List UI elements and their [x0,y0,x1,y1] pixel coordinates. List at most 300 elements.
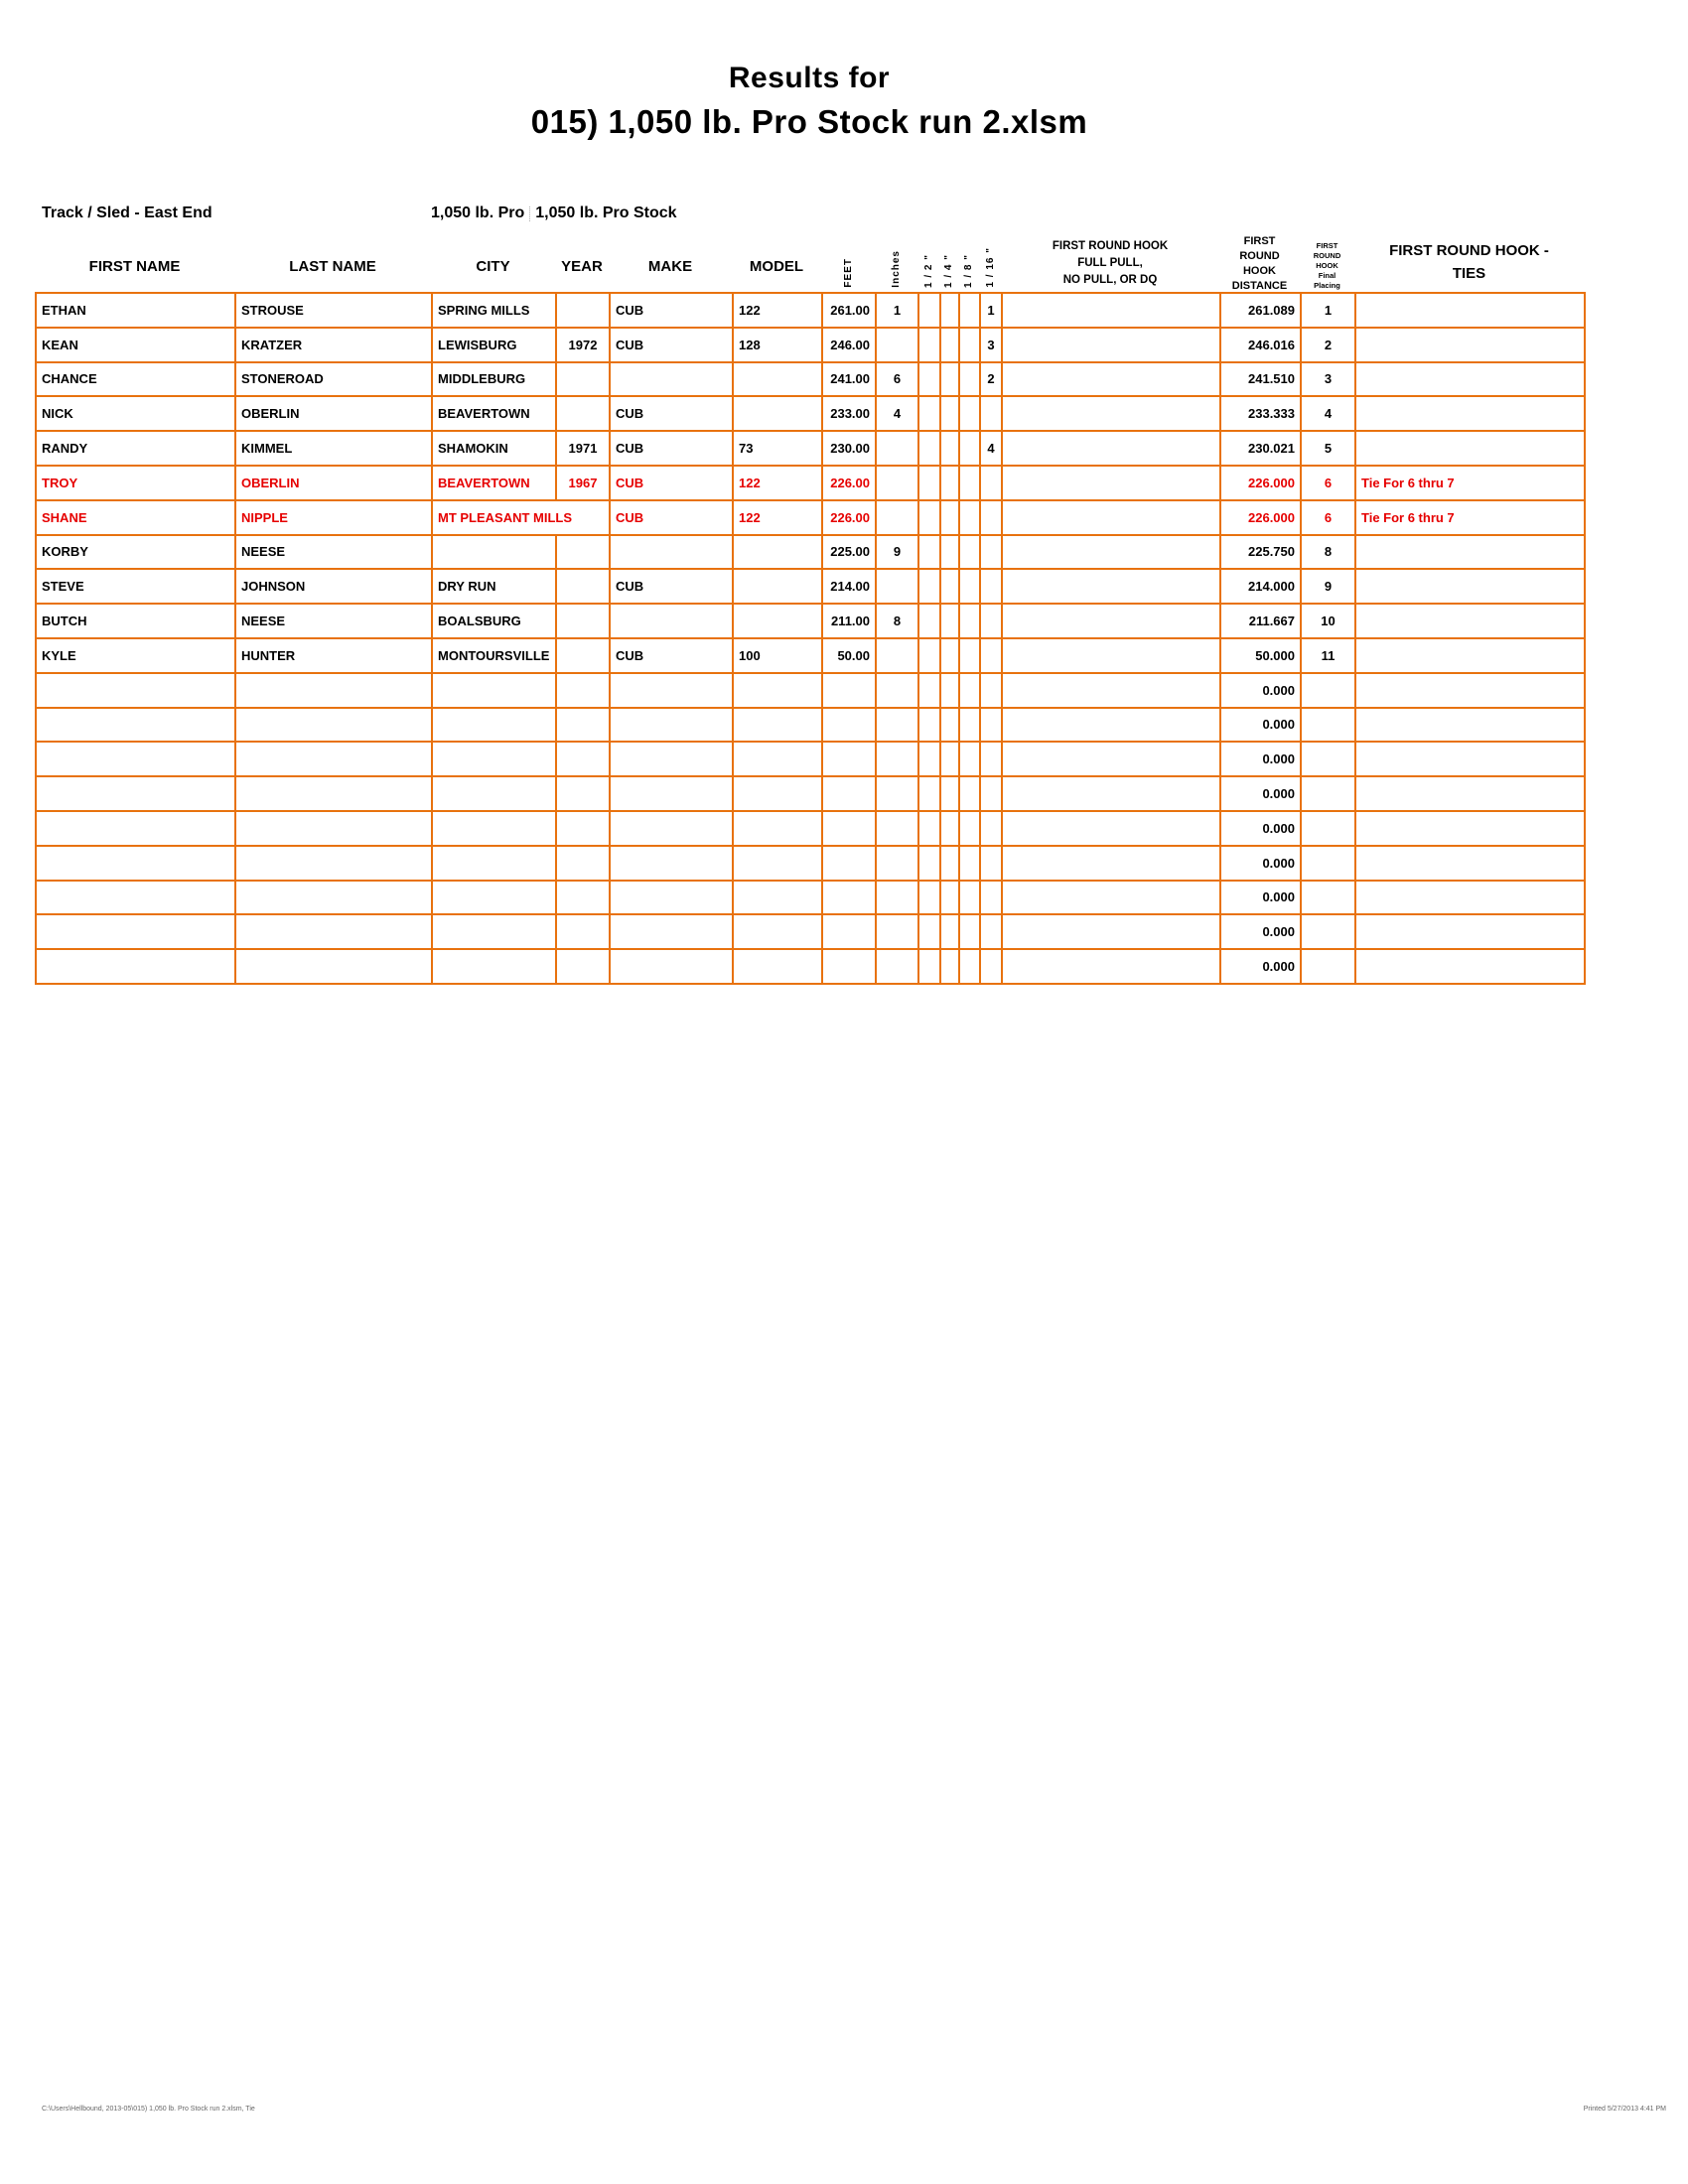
cell-first-round-hook-distance: 0.000 [1220,881,1301,915]
cell-inches [876,776,918,811]
class-label-left: 1,050 lb. Pro [431,205,525,221]
cell-feet: 214.00 [822,569,876,604]
cell-first-round-hook-placing: 5 [1301,431,1355,466]
cell-year [556,846,610,881]
header-first-round-hook-distance [1219,222,1300,292]
cell-model [733,362,822,397]
cell-first-round-hook-placing: 1 [1301,293,1355,328]
cell-city: SHAMOKIN [432,431,556,466]
cell-make [610,535,733,570]
cell-first-round-hook-ties [1355,604,1585,638]
cell-city [432,811,556,846]
table-row [36,500,1585,535]
cell-quarter-inch [940,776,959,811]
cell-first-round-hook-ties [1355,742,1585,776]
cell-city: BEAVERTOWN [432,466,556,500]
cell-first-round-hook-placing [1301,811,1355,846]
cell-inches [876,811,918,846]
cell-inches [876,328,918,362]
cell-city: BOALSBURG [432,604,556,638]
header-half-inch [917,222,939,292]
cell-first-name: KYLE [36,638,235,673]
class-label [431,205,677,222]
cell-inches [876,742,918,776]
cell-half-inch [918,500,940,535]
cell-year [556,396,610,431]
header-first-round-hook-ties [1354,222,1584,292]
cell-year [556,673,610,708]
cell-year [556,569,610,604]
cell-last-name: JOHNSON [235,569,432,604]
cell-last-name: KIMMEL [235,431,432,466]
cell-last-name [235,846,432,881]
cell-inches [876,673,918,708]
cell-first-round-hook-placing [1301,914,1355,949]
cell-feet: 226.00 [822,466,876,500]
table-row [36,949,1585,984]
cell-first-round-hook-ties [1355,776,1585,811]
cell-half-inch [918,293,940,328]
cell-first-round-hook-result [1002,776,1220,811]
cell-half-inch [918,328,940,362]
cell-first-round-hook-distance: 230.021 [1220,431,1301,466]
cell-make [610,846,733,881]
cell-inches: 4 [876,396,918,431]
cell-make [610,914,733,949]
cell-first-round-hook-distance: 0.000 [1220,673,1301,708]
cell-city [432,673,556,708]
table-row [36,362,1585,397]
cell-year [556,949,610,984]
cell-first-round-hook-distance: 225.750 [1220,535,1301,570]
cell-city [432,742,556,776]
cell-first-round-hook-distance: 0.000 [1220,742,1301,776]
header-label-feet: FEET [842,258,854,288]
cell-inches [876,708,918,743]
cell-eighth-inch [959,742,980,776]
cell-model: 128 [733,328,822,362]
header-label-city: CITY [476,258,510,275]
cell-first-round-hook-result [1002,914,1220,949]
cell-city [432,914,556,949]
cell-year [556,293,610,328]
cell-first-round-hook-ties [1355,431,1585,466]
cell-first-round-hook-placing: 11 [1301,638,1355,673]
cell-first-round-hook-placing [1301,949,1355,984]
header-city [431,222,555,292]
cell-city: MT PLEASANT MILLS [432,500,610,535]
cell-make: CUB [610,569,733,604]
cell-inches [876,881,918,915]
cell-half-inch [918,604,940,638]
cell-quarter-inch [940,673,959,708]
cell-quarter-inch [940,328,959,362]
table-row [36,881,1585,915]
cell-city [432,535,556,570]
cell-eighth-inch [959,776,980,811]
cell-last-name: OBERLIN [235,396,432,431]
cell-feet [822,846,876,881]
cell-make: CUB [610,638,733,673]
cell-inches: 9 [876,535,918,570]
cell-model: 73 [733,431,822,466]
cell-half-inch [918,949,940,984]
cell-eighth-inch [959,293,980,328]
cell-first-name: ETHAN [36,293,235,328]
table-row [36,396,1585,431]
cell-city: LEWISBURG [432,328,556,362]
header-first-round-hook-placing [1300,222,1354,292]
cell-quarter-inch [940,914,959,949]
cell-make [610,708,733,743]
header-label-sixteenth-inch: 1 / 16 " [984,247,996,288]
cell-sixteenth-inch [980,569,1002,604]
cell-city: BEAVERTOWN [432,396,556,431]
cell-sixteenth-inch [980,673,1002,708]
cell-last-name: NEESE [235,535,432,570]
cell-first-name [36,673,235,708]
cell-half-inch [918,431,940,466]
cell-inches [876,949,918,984]
cell-eighth-inch [959,362,980,397]
cell-city: MIDDLEBURG [432,362,556,397]
header-last-name [234,222,431,292]
cell-model: 122 [733,500,822,535]
cell-first-round-hook-ties [1355,949,1585,984]
cell-quarter-inch [940,949,959,984]
cell-first-round-hook-ties [1355,569,1585,604]
track-sled-label: Track / Sled - East End [42,205,212,221]
cell-first-name: TROY [36,466,235,500]
cell-model [733,881,822,915]
cell-inches: 8 [876,604,918,638]
table-row [36,742,1585,776]
cell-city [432,846,556,881]
cell-sixteenth-inch [980,776,1002,811]
cell-first-name: RANDY [36,431,235,466]
cell-model [733,742,822,776]
header-label-first-name: FIRST NAME [88,258,181,275]
cell-eighth-inch [959,638,980,673]
cell-half-inch [918,811,940,846]
cell-first-round-hook-placing: 6 [1301,466,1355,500]
cell-make [610,742,733,776]
table-header-row [35,222,1584,292]
cell-last-name: OBERLIN [235,466,432,500]
cell-feet: 230.00 [822,431,876,466]
cell-first-round-hook-placing: 4 [1301,396,1355,431]
cell-first-round-hook-result [1002,362,1220,397]
cell-eighth-inch [959,846,980,881]
cell-eighth-inch [959,328,980,362]
header-label-model: MODEL [749,258,804,275]
header-label-make: MAKE [647,258,693,275]
cell-model [733,949,822,984]
cell-first-round-hook-ties: Tie For 6 thru 7 [1355,500,1585,535]
header-label-first-round-hook-placing: FIRST ROUND HOOK Final Placing [1313,241,1341,290]
cell-sixteenth-inch [980,396,1002,431]
cell-sixteenth-inch [980,846,1002,881]
cell-first-round-hook-ties [1355,638,1585,673]
footer-file-path: C:\Users\Hellbound, 2013-05\015) 1,050 lb. Pro Stock run 2.xlsm, Tie [42,2106,255,2113]
cell-first-name: SHANE [36,500,235,535]
cell-first-round-hook-result [1002,500,1220,535]
cell-first-round-hook-distance: 214.000 [1220,569,1301,604]
cell-first-round-hook-distance: 211.667 [1220,604,1301,638]
cell-model [733,846,822,881]
cell-city: MONTOURSVILLE [432,638,556,673]
cell-city [432,708,556,743]
cell-model [733,535,822,570]
header-eighth-inch [958,222,979,292]
header-label-quarter-inch: 1 / 4 " [943,254,954,288]
cell-inches: 6 [876,362,918,397]
footer-printed-info: Printed 5/27/2013 4:41 PM [1583,2106,1666,2113]
table-row [36,673,1585,708]
cell-first-round-hook-distance: 0.000 [1220,811,1301,846]
cell-model: 100 [733,638,822,673]
cell-sixteenth-inch: 1 [980,293,1002,328]
cell-first-round-hook-ties [1355,881,1585,915]
cell-eighth-inch [959,535,980,570]
cell-quarter-inch [940,569,959,604]
cell-first-round-hook-placing: 9 [1301,569,1355,604]
header-label-inches: Inches [891,250,902,288]
cell-feet [822,811,876,846]
cell-half-inch [918,362,940,397]
cell-quarter-inch [940,604,959,638]
cell-last-name [235,811,432,846]
cell-sixteenth-inch [980,466,1002,500]
cell-first-name [36,776,235,811]
cell-sixteenth-inch [980,604,1002,638]
cell-first-name [36,846,235,881]
cell-first-round-hook-placing: 2 [1301,328,1355,362]
cell-year [556,742,610,776]
cell-make: CUB [610,293,733,328]
cell-feet [822,673,876,708]
cell-first-round-hook-result [1002,293,1220,328]
cell-quarter-inch [940,535,959,570]
cell-feet [822,776,876,811]
cell-first-round-hook-distance: 50.000 [1220,638,1301,673]
cell-make [610,881,733,915]
cell-make: CUB [610,328,733,362]
cell-first-round-hook-result [1002,881,1220,915]
cell-first-round-hook-distance: 226.000 [1220,500,1301,535]
table-row [36,535,1585,570]
table-row [36,569,1585,604]
header-label-year: YEAR [561,258,603,275]
cell-last-name: STONEROAD [235,362,432,397]
cell-first-round-hook-distance: 233.333 [1220,396,1301,431]
cell-eighth-inch [959,708,980,743]
cell-last-name [235,708,432,743]
cell-city: SPRING MILLS [432,293,556,328]
cell-first-round-hook-distance: 0.000 [1220,914,1301,949]
cell-make [610,776,733,811]
cell-first-round-hook-placing: 10 [1301,604,1355,638]
cell-make: CUB [610,466,733,500]
cell-first-round-hook-result [1002,673,1220,708]
cell-last-name: STROUSE [235,293,432,328]
cell-city: DRY RUN [432,569,556,604]
cell-last-name: KRATZER [235,328,432,362]
cell-first-round-hook-ties [1355,673,1585,708]
class-label-right: 1,050 lb. Pro Stock [535,205,677,221]
cell-quarter-inch [940,638,959,673]
table-row [36,776,1585,811]
cell-sixteenth-inch [980,811,1002,846]
cell-year: 1971 [556,431,610,466]
cell-eighth-inch [959,604,980,638]
cell-first-round-hook-ties [1355,708,1585,743]
cell-first-round-hook-placing: 3 [1301,362,1355,397]
cell-sixteenth-inch [980,708,1002,743]
cell-inches [876,431,918,466]
cell-eighth-inch [959,466,980,500]
cell-first-name: KEAN [36,328,235,362]
cell-quarter-inch [940,742,959,776]
cell-first-round-hook-result [1002,466,1220,500]
cell-sixteenth-inch: 2 [980,362,1002,397]
cell-feet: 246.00 [822,328,876,362]
cell-half-inch [918,708,940,743]
cell-inches [876,846,918,881]
cell-feet [822,914,876,949]
header-first-round-hook-result [1001,222,1219,292]
header-first-name [35,222,234,292]
cell-quarter-inch [940,881,959,915]
cell-year: 1972 [556,328,610,362]
cell-city [432,949,556,984]
cell-eighth-inch [959,396,980,431]
cell-quarter-inch [940,708,959,743]
cell-make [610,673,733,708]
table-row [36,466,1585,500]
cell-eighth-inch [959,914,980,949]
cell-model [733,708,822,743]
cell-model [733,569,822,604]
cell-feet: 211.00 [822,604,876,638]
cell-model [733,811,822,846]
cell-first-name: BUTCH [36,604,235,638]
cell-make [610,362,733,397]
cell-model: 122 [733,466,822,500]
cell-eighth-inch [959,431,980,466]
cell-first-round-hook-result [1002,949,1220,984]
cell-first-round-hook-distance: 0.000 [1220,708,1301,743]
cell-last-name [235,742,432,776]
cell-quarter-inch [940,466,959,500]
cell-sixteenth-inch [980,949,1002,984]
cell-half-inch [918,914,940,949]
cell-quarter-inch [940,396,959,431]
cell-first-round-hook-placing: 6 [1301,500,1355,535]
cell-first-name: KORBY [36,535,235,570]
cell-make [610,811,733,846]
cell-first-name: NICK [36,396,235,431]
cell-feet [822,742,876,776]
cell-inches [876,500,918,535]
cell-feet: 225.00 [822,535,876,570]
header-label-first-round-hook-result: FIRST ROUND HOOK FULL PULL, NO PULL, OR DQ [1052,240,1169,286]
cell-first-round-hook-result [1002,328,1220,362]
cell-eighth-inch [959,811,980,846]
cell-half-inch [918,776,940,811]
cell-first-round-hook-distance: 241.510 [1220,362,1301,397]
cell-half-inch [918,466,940,500]
cell-first-name [36,811,235,846]
cell-eighth-inch [959,569,980,604]
cell-model [733,604,822,638]
cell-year [556,535,610,570]
cell-first-round-hook-distance: 246.016 [1220,328,1301,362]
cell-first-round-hook-distance: 0.000 [1220,949,1301,984]
cell-inches: 1 [876,293,918,328]
cell-last-name [235,776,432,811]
cell-first-round-hook-distance: 0.000 [1220,776,1301,811]
header-label-eighth-inch: 1 / 8 " [963,254,974,288]
cell-quarter-inch [940,811,959,846]
cell-make: CUB [610,396,733,431]
cell-first-round-hook-placing [1301,881,1355,915]
cell-last-name: HUNTER [235,638,432,673]
cell-first-round-hook-ties [1355,535,1585,570]
cell-year: 1967 [556,466,610,500]
cell-feet: 50.00 [822,638,876,673]
cell-first-round-hook-result [1002,811,1220,846]
cell-quarter-inch [940,293,959,328]
cell-first-round-hook-result [1002,396,1220,431]
cell-year [556,776,610,811]
cell-first-round-hook-placing [1301,708,1355,743]
table-row [36,293,1585,328]
header-year [555,222,609,292]
cell-first-round-hook-placing [1301,673,1355,708]
cell-first-round-hook-result [1002,708,1220,743]
cell-first-round-hook-result [1002,604,1220,638]
cell-sixteenth-inch [980,500,1002,535]
cell-half-inch [918,396,940,431]
cell-feet [822,949,876,984]
cell-half-inch [918,742,940,776]
cell-first-name: STEVE [36,569,235,604]
cell-first-round-hook-placing: 8 [1301,535,1355,570]
cell-first-round-hook-result [1002,431,1220,466]
cell-quarter-inch [940,500,959,535]
header-inches [875,222,917,292]
cell-quarter-inch [940,431,959,466]
cell-inches [876,569,918,604]
cell-half-inch [918,846,940,881]
cell-last-name [235,881,432,915]
cell-first-round-hook-ties [1355,328,1585,362]
cell-first-name [36,881,235,915]
cell-eighth-inch [959,500,980,535]
cell-first-round-hook-distance: 261.089 [1220,293,1301,328]
cell-feet: 233.00 [822,396,876,431]
header-label-last-name: LAST NAME [289,258,376,275]
cell-sixteenth-inch [980,535,1002,570]
cell-overflow-divider [529,206,530,221]
cell-first-round-hook-result [1002,846,1220,881]
cell-first-round-hook-placing [1301,846,1355,881]
cell-last-name: NEESE [235,604,432,638]
cell-model [733,914,822,949]
cell-sixteenth-inch [980,914,1002,949]
page-title: Results for [728,62,891,94]
